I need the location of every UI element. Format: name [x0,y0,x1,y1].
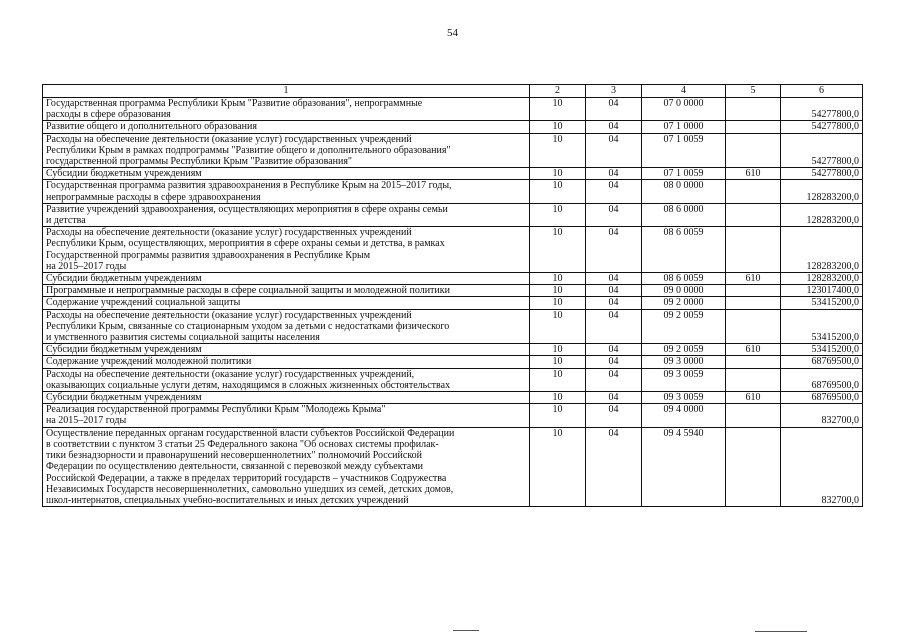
budget-table [42,84,863,507]
expense-type-cell: 610 [726,273,781,285]
expense-type-cell [726,404,781,427]
subsection-cell: 04 [586,168,642,180]
table-body [43,98,863,507]
target-article-cell: 09 0 0000 [642,285,726,297]
expense-type-cell [726,203,781,226]
row-name-cell: Расходы на обеспечение деятельности (оказание услуг) государственных учреждений Республики Крым, связанные со стационарным уходом за детьми с недостатками физического и умственного развития системы социальной защиты населения [43,309,530,344]
target-article-cell: 07 1 0059 [642,133,726,168]
target-article-cell: 08 0 0000 [642,180,726,203]
column-header: 4 [642,85,726,98]
expense-type-cell [726,133,781,168]
expense-type-cell [726,285,781,297]
table-row [43,344,863,356]
section-cell: 10 [530,121,586,133]
target-article-cell: 09 3 0059 [642,392,726,404]
table-row [43,404,863,427]
subsection-cell: 04 [586,285,642,297]
table-row [43,203,863,226]
row-name-cell: Расходы на обеспечение деятельности (оказание услуг) государственных учреждений Республики Крым в рамках подпрограммы "Развитие общего и дополнительного образования" государственной программы Республики Крым "Развитие образования" [43,133,530,168]
target-article-cell: 08 6 0000 [642,203,726,226]
section-cell: 10 [530,297,586,309]
table-row [43,427,863,506]
page-number: 54 [447,27,458,39]
subsection-cell: 04 [586,133,642,168]
section-cell: 10 [530,133,586,168]
section-cell: 10 [530,404,586,427]
amount-cell: 68769500,0 [781,356,863,368]
section-cell: 10 [530,273,586,285]
row-name-cell: Субсидии бюджетным учреждениям [43,168,530,180]
target-article-cell: 09 4 0000 [642,404,726,427]
section-cell: 10 [530,203,586,226]
subsection-cell: 04 [586,309,642,344]
row-name-cell: Субсидии бюджетным учреждениям [43,273,530,285]
amount-cell: 832700,0 [781,404,863,427]
column-header: 3 [586,85,642,98]
row-name-cell: Программные и непрограммные расходы в сфере социальной защиты и молодежной политики [43,285,530,297]
amount-cell: 68769500,0 [781,392,863,404]
amount-cell: 128283200,0 [781,227,863,273]
subsection-cell: 04 [586,404,642,427]
column-header: 5 [726,85,781,98]
expense-type-cell [726,98,781,121]
section-cell: 10 [530,285,586,297]
target-article-cell: 09 3 0000 [642,356,726,368]
row-name-cell: Расходы на обеспечение деятельности (оказание услуг) государственных учреждений Республики Крым, осуществляющих, мероприятия в сфере охраны семьи и детства, в рамках Государственной программы развития здравоохранения в Республике Крым на 2015–2017 годы [43,227,530,273]
target-article-cell: 09 2 0000 [642,297,726,309]
target-article-cell: 07 1 0059 [642,168,726,180]
amount-cell: 832700,0 [781,427,863,506]
subsection-cell: 04 [586,356,642,368]
section-cell: 10 [530,168,586,180]
expense-type-cell [726,227,781,273]
table-row [43,168,863,180]
row-name-cell: Государственная программа развития здравоохранения в Республике Крым на 2015–2017 годы, непрограммные расходы в сфере здравоохранения [43,180,530,203]
subsection-cell: 04 [586,344,642,356]
table-row [43,180,863,203]
expense-type-cell [726,180,781,203]
amount-cell: 53415200,0 [781,297,863,309]
amount-cell: 54277800,0 [781,98,863,121]
expense-type-cell [726,356,781,368]
subsection-cell: 04 [586,368,642,391]
section-cell: 10 [530,227,586,273]
scan-artifact [755,631,807,632]
row-name-cell: Развитие учреждений здравоохранения, осуществляющих мероприятия в сфере охраны семьи и детства [43,203,530,226]
expense-type-cell [726,368,781,391]
table-row [43,121,863,133]
subsection-cell: 04 [586,392,642,404]
table-row [43,98,863,121]
row-name-cell: Осуществление переданных органам государственной власти субъектов Российской Федерации в соответствии с пунктом 3 статьи 25 Федерального закона "Об основах системы профилак- тики безнадзорности и правонарушений несовершеннолетних" полномочий Российской Федерации по осуществлению деятельности, связанной с перевозкой между субъектами Российской Федерации, а также в пределах территорий государств – участников Содружества Независимых Государств несовершеннолетних, самовольно ушедших из семей, детских домов, школ-интернатов, специальных учебно-воспитательных и иных детских учреждений [43,427,530,506]
expense-type-cell [726,427,781,506]
row-name-cell: Государственная программа Республики Крым "Развитие образования", непрограммные расходы в сфере образования [43,98,530,121]
amount-cell: 123017400,0 [781,285,863,297]
target-article-cell: 09 4 5940 [642,427,726,506]
subsection-cell: 04 [586,180,642,203]
amount-cell: 53415200,0 [781,309,863,344]
table-row [43,285,863,297]
table-row [43,273,863,285]
target-article-cell: 09 2 0059 [642,309,726,344]
row-name-cell: Содержание учреждений молодежной политики [43,356,530,368]
expense-type-cell: 610 [726,168,781,180]
column-header: 2 [530,85,586,98]
row-name-cell: Содержание учреждений социальной защиты [43,297,530,309]
section-cell: 10 [530,368,586,391]
section-cell: 10 [530,427,586,506]
row-name-cell: Субсидии бюджетным учреждениям [43,344,530,356]
target-article-cell: 07 1 0000 [642,121,726,133]
amount-cell: 53415200,0 [781,344,863,356]
table-row [43,392,863,404]
subsection-cell: 04 [586,427,642,506]
section-cell: 10 [530,180,586,203]
subsection-cell: 04 [586,297,642,309]
expense-type-cell [726,309,781,344]
amount-cell: 128283200,0 [781,180,863,203]
target-article-cell: 09 3 0059 [642,368,726,391]
amount-cell: 54277800,0 [781,121,863,133]
expense-type-cell: 610 [726,344,781,356]
subsection-cell: 04 [586,121,642,133]
row-name-cell: Развитие общего и дополнительного образования [43,121,530,133]
column-header: 6 [781,85,863,98]
target-article-cell: 08 6 0059 [642,227,726,273]
amount-cell: 68769500,0 [781,368,863,391]
amount-cell: 128283200,0 [781,203,863,226]
section-cell: 10 [530,392,586,404]
table-row [43,368,863,391]
table-row [43,309,863,344]
scan-artifact [453,630,479,631]
table-row [43,227,863,273]
expense-type-cell: 610 [726,392,781,404]
table-row [43,297,863,309]
table-header-row [43,85,863,98]
amount-cell: 54277800,0 [781,133,863,168]
section-cell: 10 [530,98,586,121]
section-cell: 10 [530,344,586,356]
subsection-cell: 04 [586,227,642,273]
row-name-cell: Расходы на обеспечение деятельности (оказание услуг) государственных учреждений, оказывающих социальные услуги детям, находящимся в сложных жизненных обстоятельствах [43,368,530,391]
row-name-cell: Субсидии бюджетным учреждениям [43,392,530,404]
section-cell: 10 [530,356,586,368]
section-cell: 10 [530,309,586,344]
subsection-cell: 04 [586,203,642,226]
target-article-cell: 09 2 0059 [642,344,726,356]
row-name-cell: Реализация государственной программы Республики Крым "Молодежь Крыма" на 2015–2017 годы [43,404,530,427]
column-header: 1 [43,85,530,98]
expense-type-cell [726,121,781,133]
table-row [43,356,863,368]
subsection-cell: 04 [586,273,642,285]
table-row [43,133,863,168]
target-article-cell: 07 0 0000 [642,98,726,121]
subsection-cell: 04 [586,98,642,121]
target-article-cell: 08 6 0059 [642,273,726,285]
amount-cell: 128283200,0 [781,273,863,285]
expense-type-cell [726,297,781,309]
amount-cell: 54277800,0 [781,168,863,180]
